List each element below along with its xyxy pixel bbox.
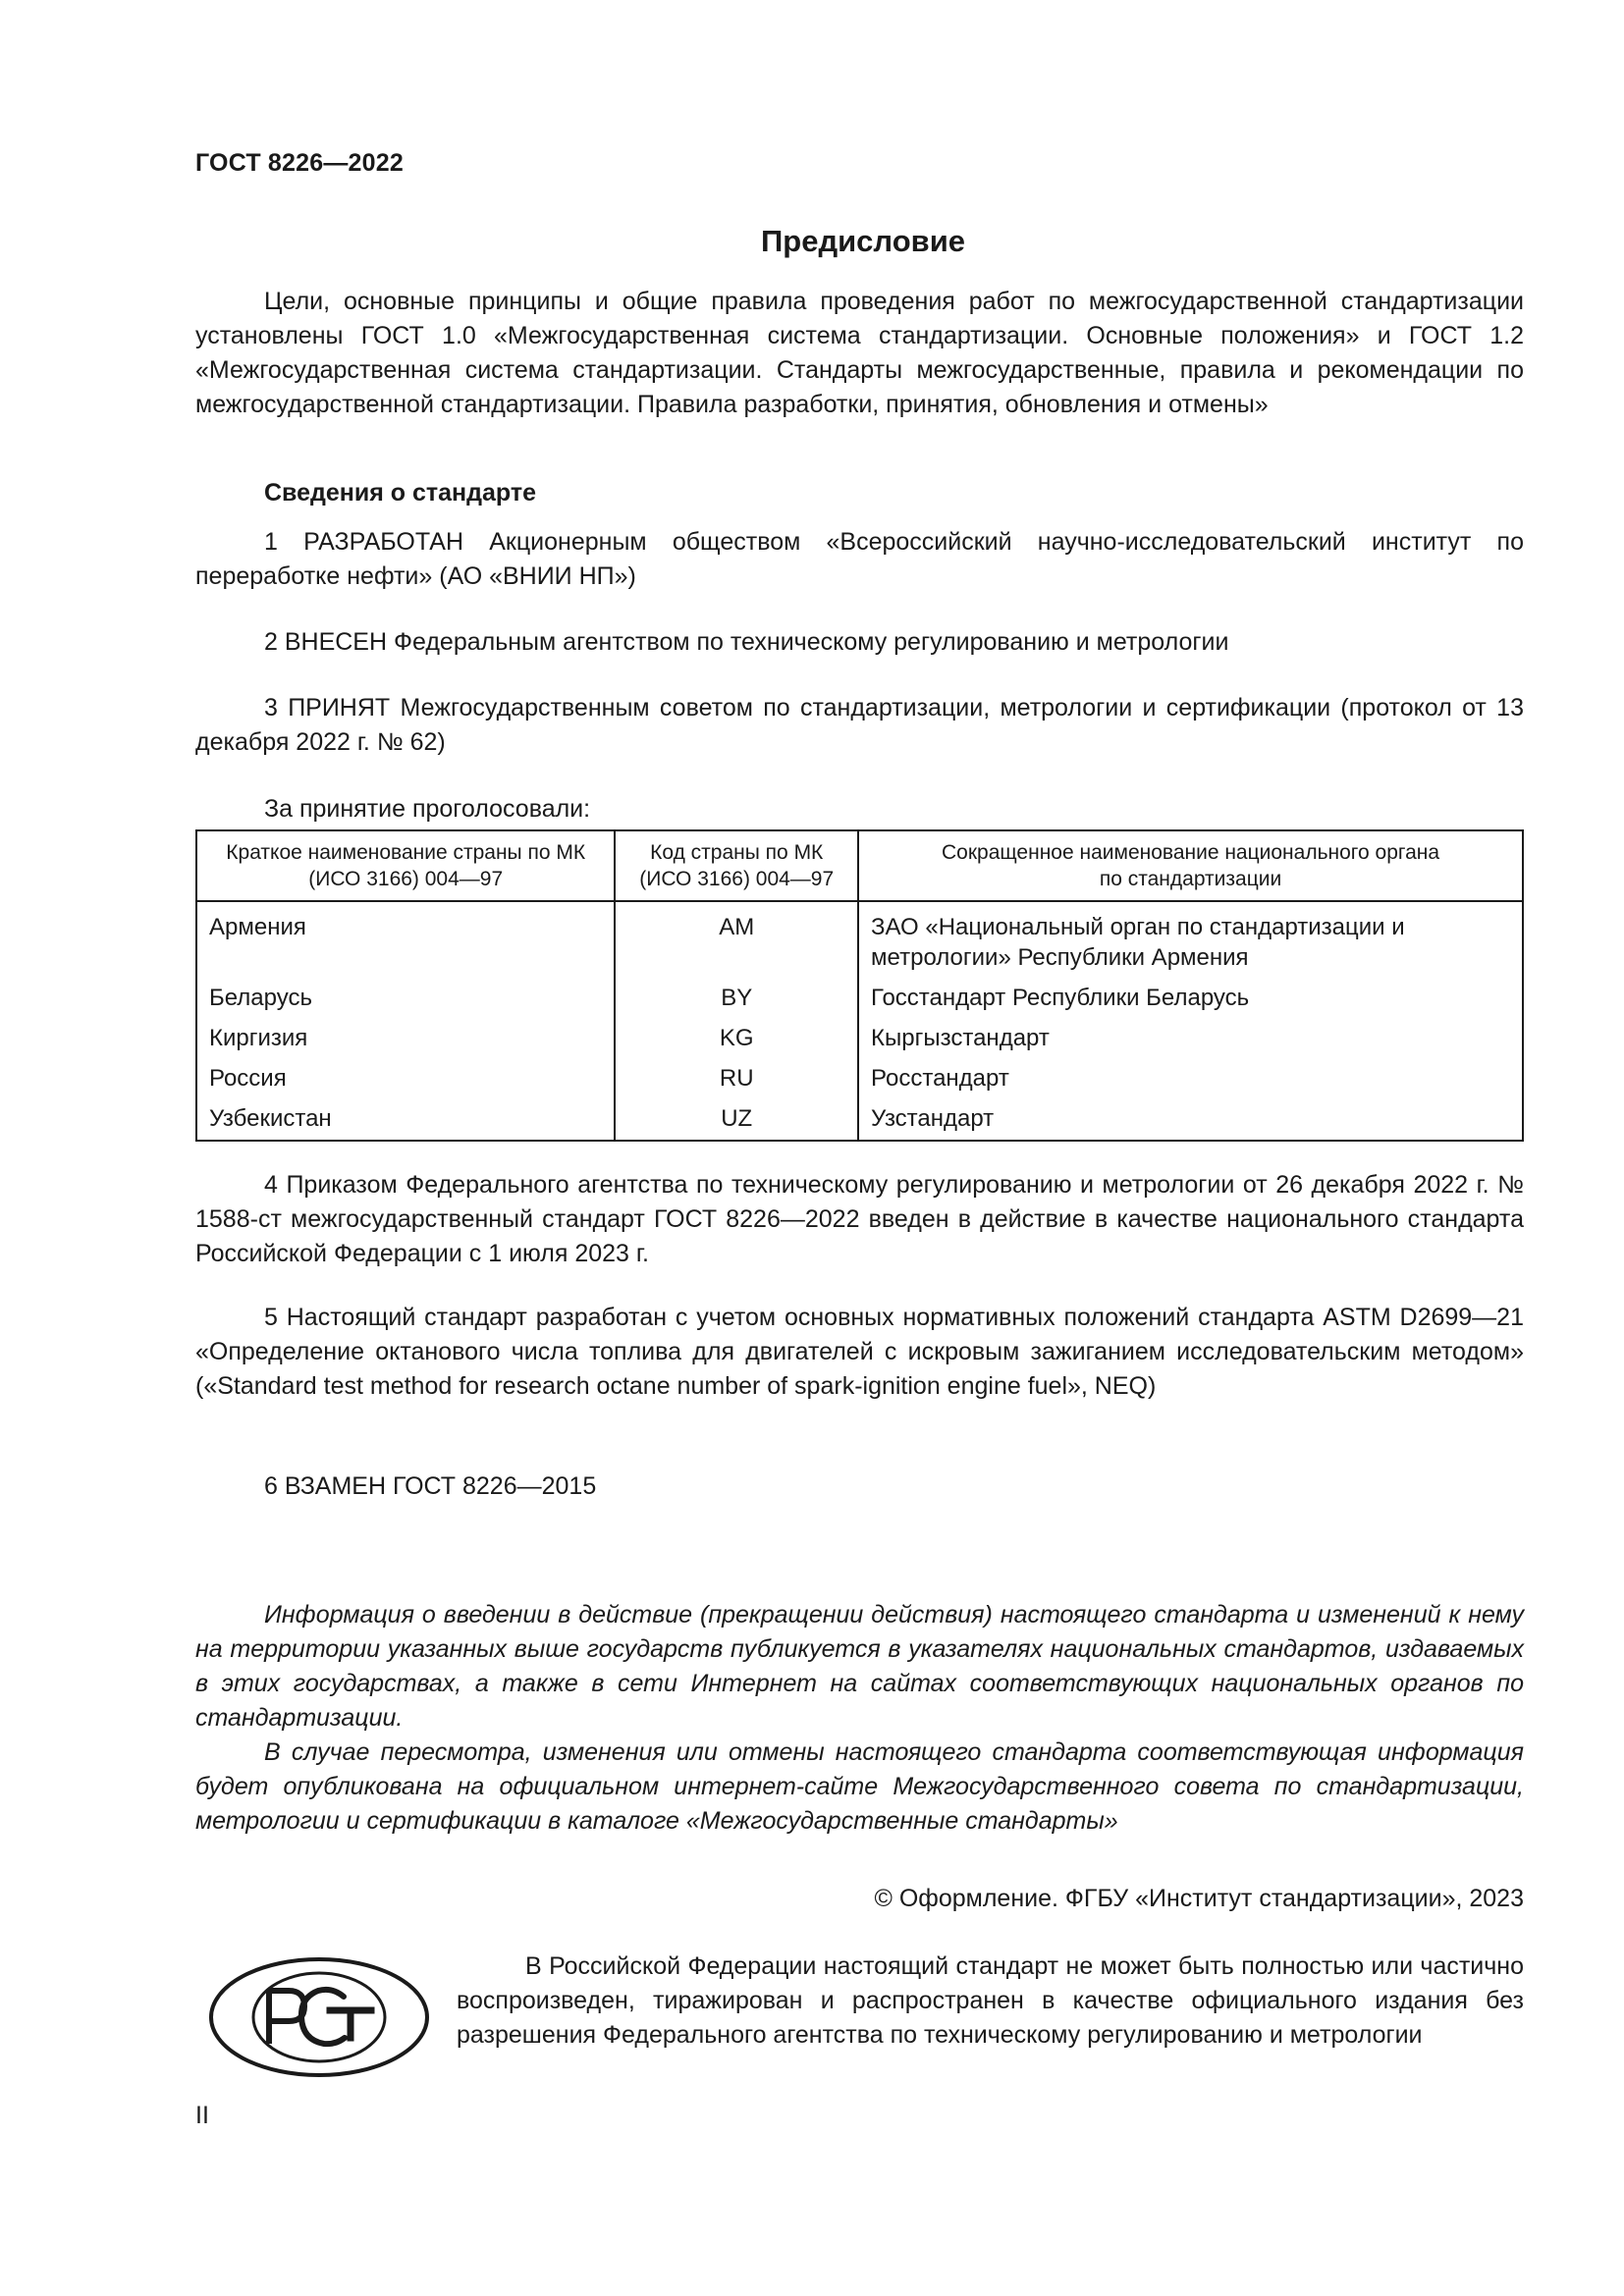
cell-country: Узбекистан	[196, 1098, 615, 1141]
info-heading-block	[195, 476, 1524, 510]
cell-country: Беларусь	[196, 978, 615, 1018]
page-title	[0, 224, 1624, 259]
voting-states-table	[195, 829, 1524, 1142]
info-heading: Сведения о стандарте	[264, 479, 537, 507]
header-code-line1: Код страны по МК	[650, 841, 824, 864]
cell-code: KG	[615, 1018, 858, 1058]
cell-country: Армения	[196, 901, 615, 978]
table-row	[196, 1018, 1523, 1058]
notice-paragraph-1: Информация о введении в действие (прекращении действия) настоящего стандарта и изменений к нему на территории указанных выше государств публикуется в указателях национальных стандартов, издаваемых в этих государствах, а также в сети Интернет на сайтах соответствующих национальных органов по стандартизации.	[195, 1601, 1524, 1732]
rst-certification-mark-icon	[206, 1953, 432, 2081]
notice-section	[195, 1598, 1524, 1839]
item-enacted-block	[195, 1168, 1524, 1271]
item-submitted: 2 ВНЕСЕН Федеральным агентством по техническому регулированию и метрологии	[264, 628, 1229, 656]
cell-body: ЗАО «Национальный орган по стандартизации и метрологии» Республики Армения	[858, 901, 1523, 978]
intro-paragraph: Цели, основные принципы и общие правила проведения работ по межгосударственной стандартизации установлены ГОСТ 1.0 «Межгосударственная система стандартизации. Основные положения» и ГОСТ 1.2 «Межгосударственная система стандартизации. Стандарты межгосударственные, правила и рекомендации по межгосударственной стандартизации. Правила разработки, принятия, обновления и отмены»	[195, 288, 1524, 418]
standard-code: ГОСТ 8226—2022	[195, 149, 404, 177]
cell-country: Киргизия	[196, 1018, 615, 1058]
table-row	[196, 1058, 1523, 1098]
cell-body: Узстандарт	[858, 1098, 1523, 1141]
header-body-line2: по стандартизации	[1099, 868, 1282, 890]
table-header-row	[196, 830, 1523, 901]
item-submitted-block	[195, 625, 1524, 660]
header-code-line2: (ИСО 3166) 004—97	[639, 868, 835, 890]
item-basis-block	[195, 1301, 1524, 1404]
header-body-line1: Сокращенное наименование национального органа	[942, 841, 1440, 864]
table-row	[196, 978, 1523, 1018]
cell-body: Росстандарт	[858, 1058, 1523, 1098]
item-developed: 1 РАЗРАБОТАН Акционерным обществом «Всероссийский научно-исследовательский институт по переработке нефти» (АО «ВНИИ НП»)	[195, 528, 1524, 590]
item-adopted-block	[195, 691, 1524, 760]
header-country-line1: Краткое наименование страны по МК	[226, 841, 586, 864]
item-developed-block	[195, 525, 1524, 594]
header-country-line2: (ИСО 3166) 004—97	[308, 868, 504, 890]
header-country	[196, 830, 615, 901]
item-replaces: 6 ВЗАМЕН ГОСТ 8226—2015	[264, 1472, 597, 1500]
table-row	[196, 1098, 1523, 1141]
page-title-text: Предисловие	[760, 224, 965, 258]
cell-code: UZ	[615, 1098, 858, 1141]
cell-body: Госстандарт Республики Беларусь	[858, 978, 1523, 1018]
notice-paragraph-2: В случае пересмотра, изменения или отмены настоящего стандарта соответствующая информация будет опубликована на официальном интернет-сайте Межгосударственного совета по стандартизации, метрологии и сертификации в каталоге «Межгосударственные стандарты»	[195, 1738, 1524, 1835]
item-replaces-block	[195, 1469, 1524, 1504]
rights-paragraph: В Российской Федерации настоящий стандарт не может быть полностью или частично воспроизведен, тиражирован и распространен в качестве официального издания без разрешения Федерального агентства по техническому регулированию и метрологии	[457, 1952, 1524, 2049]
table-row	[196, 901, 1523, 978]
cell-code: AM	[615, 901, 858, 978]
cell-body: Кыргызстандарт	[858, 1018, 1523, 1058]
header-body	[858, 830, 1523, 901]
page-number: II	[195, 2102, 209, 2129]
intro-section	[195, 285, 1524, 422]
cell-code: RU	[615, 1058, 858, 1098]
voted-label-block	[195, 792, 1524, 827]
copyright-line: © Оформление. ФГБУ «Институт стандартизации», 2023	[874, 1885, 1524, 1912]
cell-country: Россия	[196, 1058, 615, 1098]
item-enacted: 4 Приказом Федерального агентства по техническому регулированию и метрологии от 26 декабря 2022 г. № 1588-ст межгосударственный стандарт ГОСТ 8226—2022 введен в действие в качестве национального стандарта Российской Федерации с 1 июля 2023 г.	[195, 1171, 1524, 1267]
item-basis: 5 Настоящий стандарт разработан с учетом основных нормативных положений стандарта ASTM D2699—21 «Определение октанового числа топлива для двигателей с искровым зажиганием исследовательским методом» («Standard test method for research octane number of spark-ignition engine fuel», NEQ)	[195, 1304, 1524, 1400]
cell-code: BY	[615, 978, 858, 1018]
item-adopted: 3 ПРИНЯТ Межгосударственным советом по стандартизации, метрологии и сертификации (протокол от 13 декабря 2022 г. № 62)	[195, 694, 1524, 756]
header-code	[615, 830, 858, 901]
voted-label: За принятие проголосовали:	[264, 795, 591, 823]
